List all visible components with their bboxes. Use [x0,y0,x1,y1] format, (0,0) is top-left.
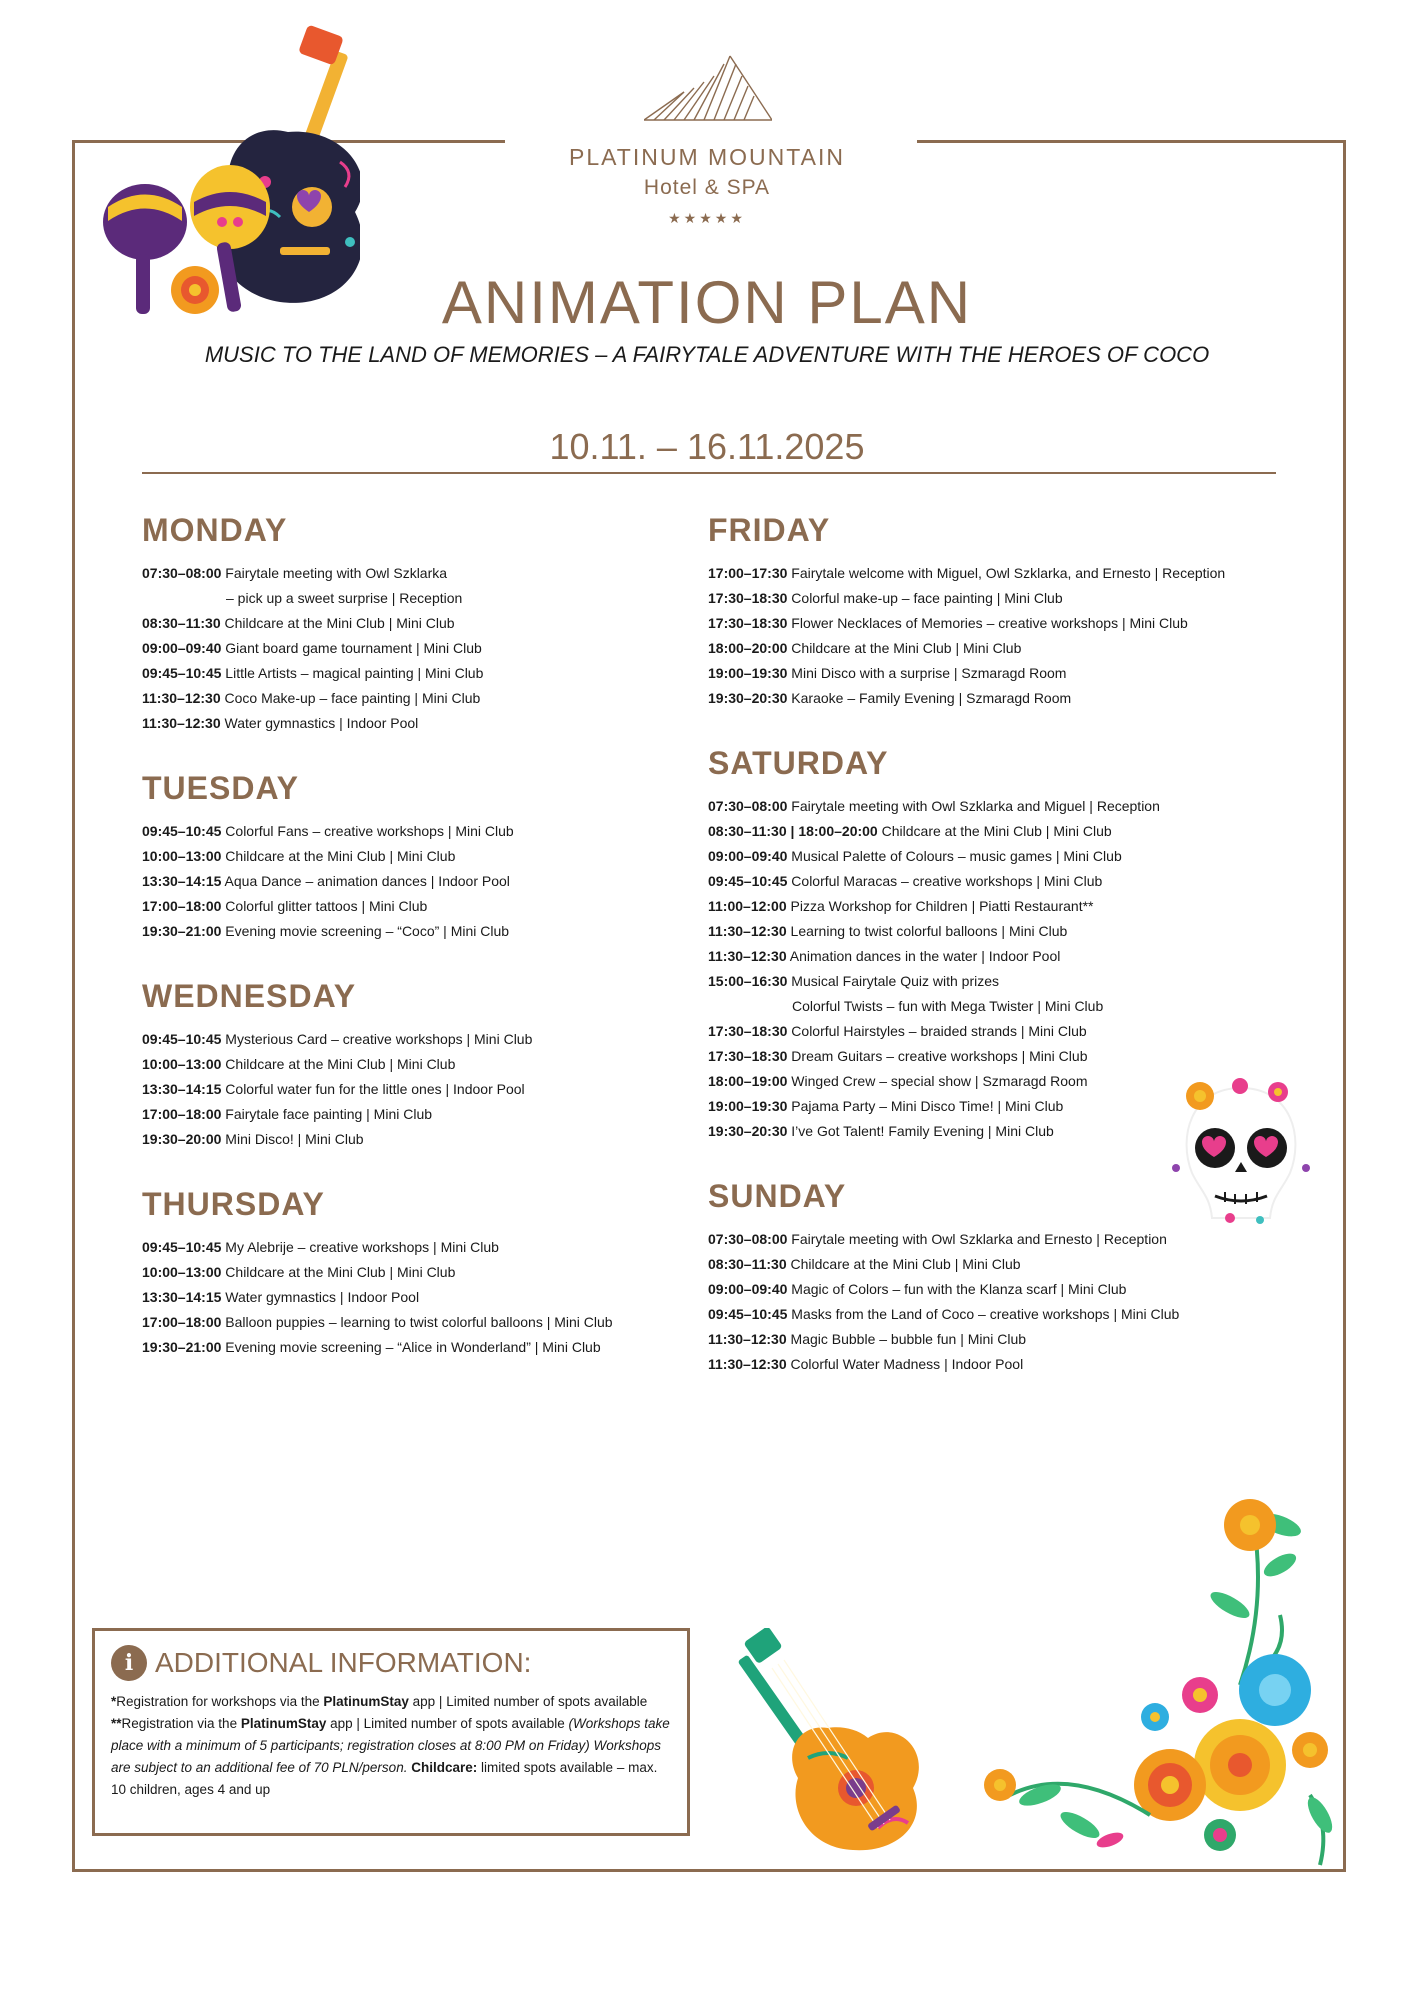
schedule-row [708,819,1308,844]
schedule-row [708,636,1308,661]
schedule-row [142,711,682,736]
event-time: 18:00–20:00 [708,640,788,656]
event-description: Colorful Water Madness | Indoor Pool [790,1356,1024,1372]
event-time: 09:45–10:45 [142,823,222,839]
event-time: 10:00–13:00 [142,1264,222,1280]
event-time: 11:30–12:30 [708,1356,787,1372]
event-description: Fairytale face painting | Mini Club [225,1106,433,1122]
schedule-row [142,1285,682,1310]
schedule-list [142,1235,682,1360]
event-description: Aqua Dance – animation dances | Indoor Pool [224,873,510,889]
event-description: Animation dances in the water | Indoor Pool [789,948,1061,964]
event-description: Magic of Colors – fun with the Klanza scarf | Mini Club [791,1281,1127,1297]
event-time: 17:00–17:30 [708,565,788,581]
event-time: 19:30–20:30 [708,1123,788,1139]
day-title: SATURDAY [708,745,889,781]
schedule-row [708,1019,1308,1044]
schedule-list [708,561,1308,711]
schedule-left-column [142,512,682,1394]
schedule-row [708,1044,1308,1069]
event-description: Fairytale welcome with Miguel, Owl Szklarka, and Ernesto | Reception [791,565,1226,581]
event-description: Little Artists – magical painting | Mini Club [225,665,484,681]
divider [142,472,1276,474]
schedule-row [142,1102,682,1127]
event-time: 09:00–09:40 [142,640,222,656]
schedule-right-column [708,512,1308,1411]
schedule-row [708,1277,1308,1302]
info-italic-text: (Workshops take place with a minimum of 5 participants; registration closes at 8:00 PM on Friday) Workshops are subject to an additional fee of 70 PLN/person. [111,1716,670,1775]
event-description: Musical Palette of Colours – music games | Mini Club [791,848,1122,864]
event-description: Mini Disco with a surprise | Szmaragd Room [791,665,1067,681]
event-description: Colorful water fun for the little ones | Indoor Pool [225,1081,525,1097]
event-time: 08:30–11:30 [142,615,221,631]
day-wednesday [142,978,682,1152]
day-title: TUESDAY [142,770,299,806]
schedule-row [142,586,682,611]
event-time: 11:30–12:30 [708,948,787,964]
schedule-row [142,636,682,661]
event-description: Coco Make-up – face painting | Mini Club [224,690,481,706]
event-description: Childcare at the Mini Club | Mini Club [225,1264,456,1280]
day-title: MONDAY [142,512,288,548]
event-time: 07:30–08:00 [142,565,222,581]
event-description: Water gymnastics | Indoor Pool [225,1289,420,1305]
schedule-row [708,944,1308,969]
footnote-mark: ** [111,1716,122,1731]
page-subtitle: MUSIC TO THE LAND OF MEMORIES – A FAIRYTALE ADVENTURE WITH THE HEROES OF COCO [204,342,1210,367]
schedule-row [708,586,1308,611]
event-time: 07:30–08:00 [708,798,788,814]
info-note-registration [111,1713,671,1801]
schedule-row [142,1077,682,1102]
schedule-list [142,1027,682,1152]
schedule-row [708,869,1308,894]
schedule-row [142,919,682,944]
mountain-logo-icon [644,52,772,122]
schedule-row [142,844,682,869]
event-description: Giant board game tournament | Mini Club [225,640,482,656]
schedule-row [142,1260,682,1285]
maracas-guitar-icon [50,22,360,322]
day-thursday [142,1186,682,1360]
info-text: Registration for workshops via the [116,1694,324,1709]
schedule-row [142,661,682,686]
schedule-list [708,1227,1308,1377]
event-time: 17:00–18:00 [142,1314,222,1330]
info-header [111,1645,671,1681]
event-time: 15:00–16:30 [708,973,788,989]
event-description: Childcare at the Mini Club | Mini Club [790,1256,1021,1272]
brand-stars: ★★★★★ [668,210,746,226]
schedule-row [708,661,1308,686]
event-time: 08:30–11:30 [708,1256,787,1272]
schedule-row [142,611,682,636]
day-title: FRIDAY [708,512,831,548]
schedule-row [142,1127,682,1152]
day-title: WEDNESDAY [142,978,357,1014]
schedule-row [708,1327,1308,1352]
schedule-row [708,1352,1308,1377]
event-time: 11:30–12:30 [142,690,221,706]
day-title: SUNDAY [708,1178,847,1214]
event-time: 18:00–19:00 [708,1073,788,1089]
event-time: 13:30–14:15 [142,1081,222,1097]
event-description: My Alebrije – creative workshops | Mini Club [225,1239,499,1255]
event-description: Karaoke – Family Evening | Szmaragd Room [791,690,1072,706]
event-time: 09:45–10:45 [142,1239,222,1255]
schedule-row [708,1227,1308,1252]
schedule-row [708,611,1308,636]
event-description: – pick up a sweet surprise | Reception [226,590,463,606]
info-title: ADDITIONAL INFORMATION: [155,1647,532,1678]
event-description: Colorful glitter tattoos | Mini Club [225,898,428,914]
event-time: 11:30–12:30 [708,923,787,939]
event-description: I’ve Got Talent! Family Evening | Mini Club [791,1123,1054,1139]
schedule-row [142,1052,682,1077]
event-time: 08:30–11:30 | 18:00–20:00 [708,823,878,839]
schedule-row [708,794,1308,819]
event-description: Water gymnastics | Indoor Pool [224,715,419,731]
schedule-row [708,894,1308,919]
day-title: THURSDAY [142,1186,325,1222]
app-name: PlatinumStay [323,1694,409,1709]
event-time: 17:30–18:30 [708,1023,788,1039]
schedule-row [142,1235,682,1260]
event-time: 13:30–14:15 [142,1289,222,1305]
event-description: Fairytale meeting with Owl Szklarka and Miguel | Reception [791,798,1160,814]
schedule-row [142,819,682,844]
event-time: 09:00–09:40 [708,848,788,864]
brand-subtitle: Hotel & SPA [643,176,771,199]
event-time: 13:30–14:15 [142,873,222,889]
event-description: Flower Necklaces of Memories – creative workshops | Mini Club [791,615,1188,631]
event-description: Childcare at the Mini Club | Mini Club [225,1056,456,1072]
schedule-row [708,844,1308,869]
date-range: 10.11. – 16.11.2025 [549,426,865,467]
guitar-icon [728,1628,938,1858]
schedule-list [142,561,682,736]
event-time: 07:30–08:00 [708,1231,788,1247]
event-description: Evening movie screening – “Alice in Wonderland” | Mini Club [225,1339,601,1355]
event-time: 11:00–12:00 [708,898,787,914]
event-description: Colorful make-up – face painting | Mini Club [791,590,1063,606]
event-time: 09:45–10:45 [708,873,788,889]
event-time: 09:45–10:45 [142,665,222,681]
footnote-mark: * [111,1694,117,1709]
sugar-skull-icon [1170,1078,1312,1228]
day-friday [708,512,1308,711]
event-time: 17:30–18:30 [708,1048,788,1064]
event-description: Magic Bubble – bubble fun | Mini Club [790,1331,1027,1347]
schedule-row [142,1027,682,1052]
event-description: Childcare at the Mini Club | Mini Club [224,615,455,631]
event-time: 19:00–19:30 [708,665,788,681]
schedule-row [142,1310,682,1335]
event-time: 10:00–13:00 [142,848,222,864]
flowers-icon [980,1495,1360,1875]
schedule-row [708,969,1308,994]
event-time: 17:00–18:00 [142,898,222,914]
schedule-row [142,686,682,711]
schedule-row [708,994,1308,1019]
schedule-list [142,819,682,944]
app-name: PlatinumStay [240,1716,327,1731]
event-description: Mysterious Card – creative workshops | Mini Club [225,1031,533,1047]
event-description: Learning to twist colorful balloons | Mini Club [790,923,1068,939]
event-time: 11:30–12:30 [142,715,221,731]
info-note-workshops [111,1691,671,1713]
event-description: Childcare at the Mini Club | Mini Club [791,640,1022,656]
schedule-row [708,686,1308,711]
event-description: Colorful Hairstyles – braided strands | Mini Club [791,1023,1087,1039]
event-description: Colorful Maracas – creative workshops | Mini Club [791,873,1103,889]
schedule-row [142,561,682,586]
childcare-label: Childcare: [411,1760,478,1775]
event-time: 17:30–18:30 [708,615,788,631]
event-description: Masks from the Land of Coco – creative workshops | Mini Club [791,1306,1180,1322]
event-description: Childcare at the Mini Club | Mini Club [881,823,1112,839]
event-description: Fairytale meeting with Owl Szklarka [225,565,448,581]
info-text: app | Limited number of spots available [326,1716,565,1731]
event-time: 19:00–19:30 [708,1098,788,1114]
day-tuesday [142,770,682,944]
event-description: Musical Fairytale Quiz with prizes [791,973,1000,989]
info-icon: i [111,1645,147,1681]
info-text: app | Limited number of spots available [408,1694,648,1709]
schedule-row [708,1302,1308,1327]
event-description: Childcare at the Mini Club | Mini Club [225,848,456,864]
schedule-row [142,894,682,919]
event-description: Colorful Twists – fun with Mega Twister | Mini Club [792,998,1104,1014]
event-description: Evening movie screening – “Coco” | Mini Club [225,923,510,939]
event-description: Colorful Fans – creative workshops | Mini Club [225,823,514,839]
event-time: 19:30–20:30 [708,690,788,706]
event-time: 10:00–13:00 [142,1056,222,1072]
brand-name: PLATINUM MOUNTAIN [569,144,845,170]
info-text: limited spots available – max. 10 children, ages 4 and up [111,1760,658,1797]
event-description: Fairytale meeting with Owl Szklarka and Ernesto | Reception [791,1231,1167,1247]
event-time: 09:45–10:45 [142,1031,222,1047]
event-time: 19:30–21:00 [142,1339,222,1355]
event-time: 19:30–21:00 [142,923,222,939]
event-time: 17:30–18:30 [708,590,788,606]
schedule-row [142,869,682,894]
event-description: Pajama Party – Mini Disco Time! | Mini Club [791,1098,1064,1114]
info-text: Registration via the [121,1716,241,1731]
event-time: 11:30–12:30 [708,1331,787,1347]
schedule-row [142,1335,682,1360]
event-time: 09:00–09:40 [708,1281,788,1297]
schedule-row [708,561,1308,586]
event-description: Pizza Workshop for Children | Piatti Restaurant** [790,898,1094,914]
event-time: 09:45–10:45 [708,1306,788,1322]
event-time: 19:30–20:00 [142,1131,222,1147]
schedule-row [708,919,1308,944]
page-title: ANIMATION PLAN [441,269,973,336]
event-description: Dream Guitars – creative workshops | Mini Club [791,1048,1088,1064]
schedule-row [708,1252,1308,1277]
event-time: 17:00–18:00 [142,1106,222,1122]
event-description: Mini Disco! | Mini Club [225,1131,364,1147]
additional-info-box [92,1628,690,1836]
event-description: Winged Crew – special show | Szmaragd Room [791,1073,1088,1089]
day-monday [142,512,682,736]
event-description: Balloon puppies – learning to twist colorful balloons | Mini Club [225,1314,613,1330]
